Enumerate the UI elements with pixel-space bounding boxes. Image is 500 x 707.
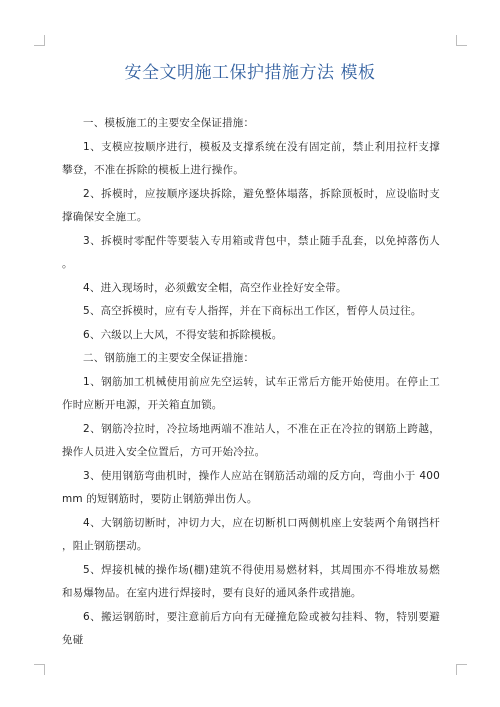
paragraph: 4、大钢筋切断时，冲切力大，应在切断机口两侧机座上安装两个角钢挡杆，阻止钢筋摆动。 [62, 516, 440, 552]
paragraph: 4、进入现场时，必须戴安全帽，高空作业拴好安全带。 [83, 281, 347, 294]
paragraph: 6、搬运钢筋时，要注意前后方向有无碰撞危险或被勾挂料、物，特别要避免碰 [62, 610, 440, 646]
paragraph: 2、钢筋冷拉时，冷拉场地两端不准站人，不准在正在冷拉的钢筋上跨越，操作人员进入安全位置后，方可开始冷拉。 [62, 422, 440, 458]
document-body [62, 112, 440, 653]
paragraph: 2、拆模时，应按顺序逐块拆除，避免整体塌落，拆除顶板时，应设临时支撑确保安全施工。 [62, 187, 440, 223]
page-corner-mark [456, 35, 467, 46]
document-title: 安全文明施工保护措施方法 模板 [124, 63, 376, 83]
paragraph: 3、使用钢筋弯曲机时，操作人应站在钢筋活动端的反方向，弯曲小于 400mm 的短钢筋时，要防止钢筋弹出伤人。 [62, 469, 440, 505]
page-corner-mark [34, 35, 45, 46]
paragraph: 3、拆模时零配件等要装入专用箱或背包中，禁止随手乱套，以免掉落伤人。 [62, 234, 440, 270]
paragraph: 1、支模应按顺序进行，模板及支撑系统在没有固定前，禁止利用拉杆支撑攀登，不准在拆除的模板上进行操作。 [62, 140, 440, 176]
page-corner-mark [34, 664, 45, 675]
paragraph: 5、高空拆模时，应有专人指挥，并在下商标出工作区，暂停人员过往。 [83, 305, 422, 317]
page-corner-mark [456, 664, 467, 675]
paragraph: 6、六级以上大风，不得安装和拆除模板。 [83, 328, 283, 341]
paragraph: 1、钢筋加工机械使用前应先空运转，试车正常后方能开始使用。在停止工作时应断开电源，开关箱直加锁。 [62, 375, 440, 411]
paragraph: 一、模板施工的主要安全保证措施： [83, 117, 255, 129]
paragraph: 5、焊接机械的操作场(棚)建筑不得使用易燃材料，其周围亦不得堆放易燃和易爆物品。在室内进行焊接时，要有良好的通风条件或措施。 [62, 563, 440, 599]
paragraph: 二、钢筋施工的主要安全保证措施： [83, 352, 255, 364]
